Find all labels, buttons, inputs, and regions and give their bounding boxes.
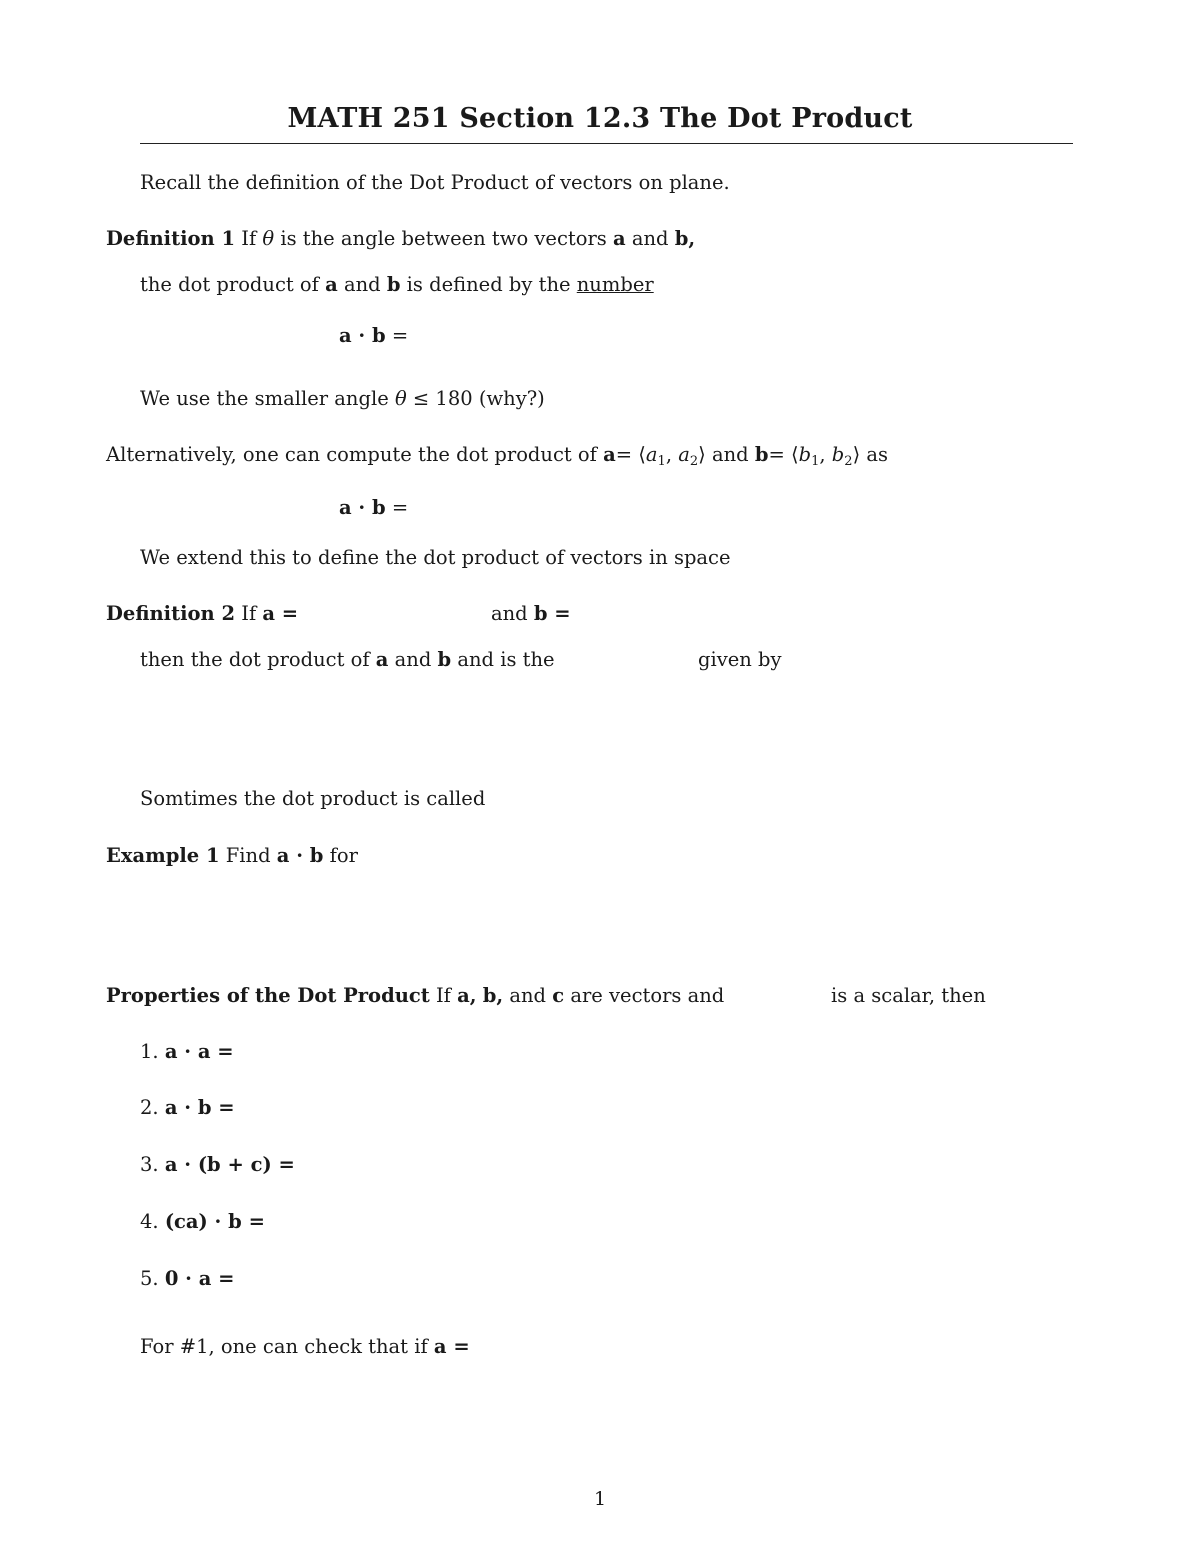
def1-if: If <box>241 227 257 250</box>
property-item <box>140 1096 235 1120</box>
def2-line2-pre: then the dot product of <box>140 648 370 671</box>
alt-formula-eq: = <box>391 496 409 519</box>
definition-2-line <box>106 602 298 626</box>
page-number: 1 <box>593 1488 607 1510</box>
def2-given-by: given by <box>698 648 782 671</box>
definition-1-label: Definition 1 <box>106 227 236 250</box>
check-a-eq: a = <box>433 1335 470 1358</box>
property-num: 2. <box>140 1096 159 1119</box>
alt-b2-sub: 2 <box>844 454 853 469</box>
definition-1-line-2: the dot product of a and b is defined by the number <box>140 273 654 296</box>
definition-2-label: Definition 2 <box>106 602 236 625</box>
def1-formula-ab: a · b <box>339 324 386 347</box>
alt-b-vector: b <box>754 443 769 466</box>
example-1-ab: a · b <box>276 844 324 867</box>
title-rule <box>140 143 1073 144</box>
properties-line <box>106 984 724 1008</box>
def1-number-term: number <box>576 273 654 296</box>
extend-text: We extend this to define the dot product of vectors in space <box>140 546 731 569</box>
alt-comma-1: , <box>665 443 673 466</box>
alt-a-vector: a <box>603 443 616 466</box>
properties-c: c <box>552 984 565 1007</box>
def1-and: and <box>631 227 669 250</box>
alt-b2: b <box>831 443 845 466</box>
def1-vector-a: a <box>613 227 626 250</box>
example-1-for: for <box>329 844 358 867</box>
def1-angle-text: is the angle between two vectors <box>280 227 607 250</box>
angle-note <box>140 387 545 411</box>
property-num: 4. <box>140 1210 159 1233</box>
property-expr: a · a = <box>164 1040 234 1063</box>
properties-if: If <box>435 984 451 1007</box>
example-1-label: Example 1 <box>106 844 220 867</box>
property-num: 3. <box>140 1153 159 1176</box>
alt-formula-ab: a · b <box>339 496 386 519</box>
def2-line2-and: and <box>394 648 432 671</box>
properties-scalar: is a scalar, then <box>831 984 986 1007</box>
alt-formula <box>339 496 408 520</box>
def1-theta: θ <box>262 227 275 250</box>
property-expr: (ca) · b = <box>164 1210 265 1233</box>
def2-if: If <box>241 602 257 625</box>
def1-line2-pre: the dot product of <box>140 273 319 296</box>
property-item <box>140 1267 235 1291</box>
def1-line2-post: is defined by the <box>406 273 571 296</box>
alt-b1-sub: 1 <box>811 454 820 469</box>
example-1-find: Find <box>225 844 271 867</box>
alt-a2: a <box>678 443 690 466</box>
intro-text: Recall the definition of the Dot Product of vectors on plane. <box>140 171 730 194</box>
property-num: 1. <box>140 1040 159 1063</box>
def1-formula <box>339 324 408 348</box>
def2-b-eq: b = <box>533 602 571 625</box>
check-pre: For #1, one can check that if <box>140 1335 428 1358</box>
def1-formula-eq: = <box>391 324 409 347</box>
alt-a2-sub: 2 <box>689 454 699 469</box>
alt-close-2: ⟩ <box>852 443 861 466</box>
alternative-line <box>106 443 888 474</box>
definition-1-line <box>106 227 695 251</box>
example-1-line <box>106 844 358 868</box>
property-expr: a · (b + c) = <box>164 1153 295 1176</box>
def1-line2-a: a <box>325 273 338 296</box>
alt-close-1: ⟩ <box>698 443 706 466</box>
definition-2-line-2 <box>140 648 555 672</box>
def1-line2-and: and <box>343 273 381 296</box>
alt-a1: a <box>645 443 658 466</box>
sometimes-text: Somtimes the dot product is called <box>140 787 486 810</box>
properties-are-vectors: are vectors and <box>570 984 725 1007</box>
property-num: 5. <box>140 1267 159 1290</box>
def2-line2-a: a <box>375 648 389 671</box>
properties-b: b, <box>482 984 504 1007</box>
definition-2-b-part <box>491 602 571 626</box>
alt-eq2: = ⟨ <box>768 443 799 466</box>
page-title: MATH 251 Section 12.3 The Dot Product <box>287 103 913 134</box>
alt-and: and <box>711 443 749 466</box>
def2-line2-b: b <box>437 648 452 671</box>
properties-and: and <box>509 984 547 1007</box>
properties-a: a, <box>457 984 477 1007</box>
property-item <box>140 1210 265 1234</box>
property-expr: 0 · a = <box>164 1267 235 1290</box>
properties-label: Properties of the Dot Product <box>106 984 430 1007</box>
alt-b1: b <box>798 443 812 466</box>
property-expr: a · b = <box>164 1096 235 1119</box>
property-item <box>140 1153 295 1177</box>
angle-note-theta: θ <box>394 387 407 410</box>
alt-pre: Alternatively, one can compute the dot product of <box>106 443 597 466</box>
def2-a-eq: a = <box>262 602 299 625</box>
alt-a1-sub: 1 <box>657 454 666 469</box>
def2-and: and <box>491 602 528 625</box>
angle-note-pre: We use the smaller angle <box>140 387 389 410</box>
property-item <box>140 1040 234 1064</box>
def1-vector-b: b, <box>674 227 696 250</box>
alt-as: as <box>866 443 889 466</box>
alt-eq1: = ⟨ <box>615 443 646 466</box>
check-line <box>140 1335 470 1359</box>
angle-note-post: ≤ 180 (why?) <box>412 387 545 410</box>
alt-comma-2: , <box>819 443 826 466</box>
def2-line2-post: and is the <box>457 648 555 671</box>
